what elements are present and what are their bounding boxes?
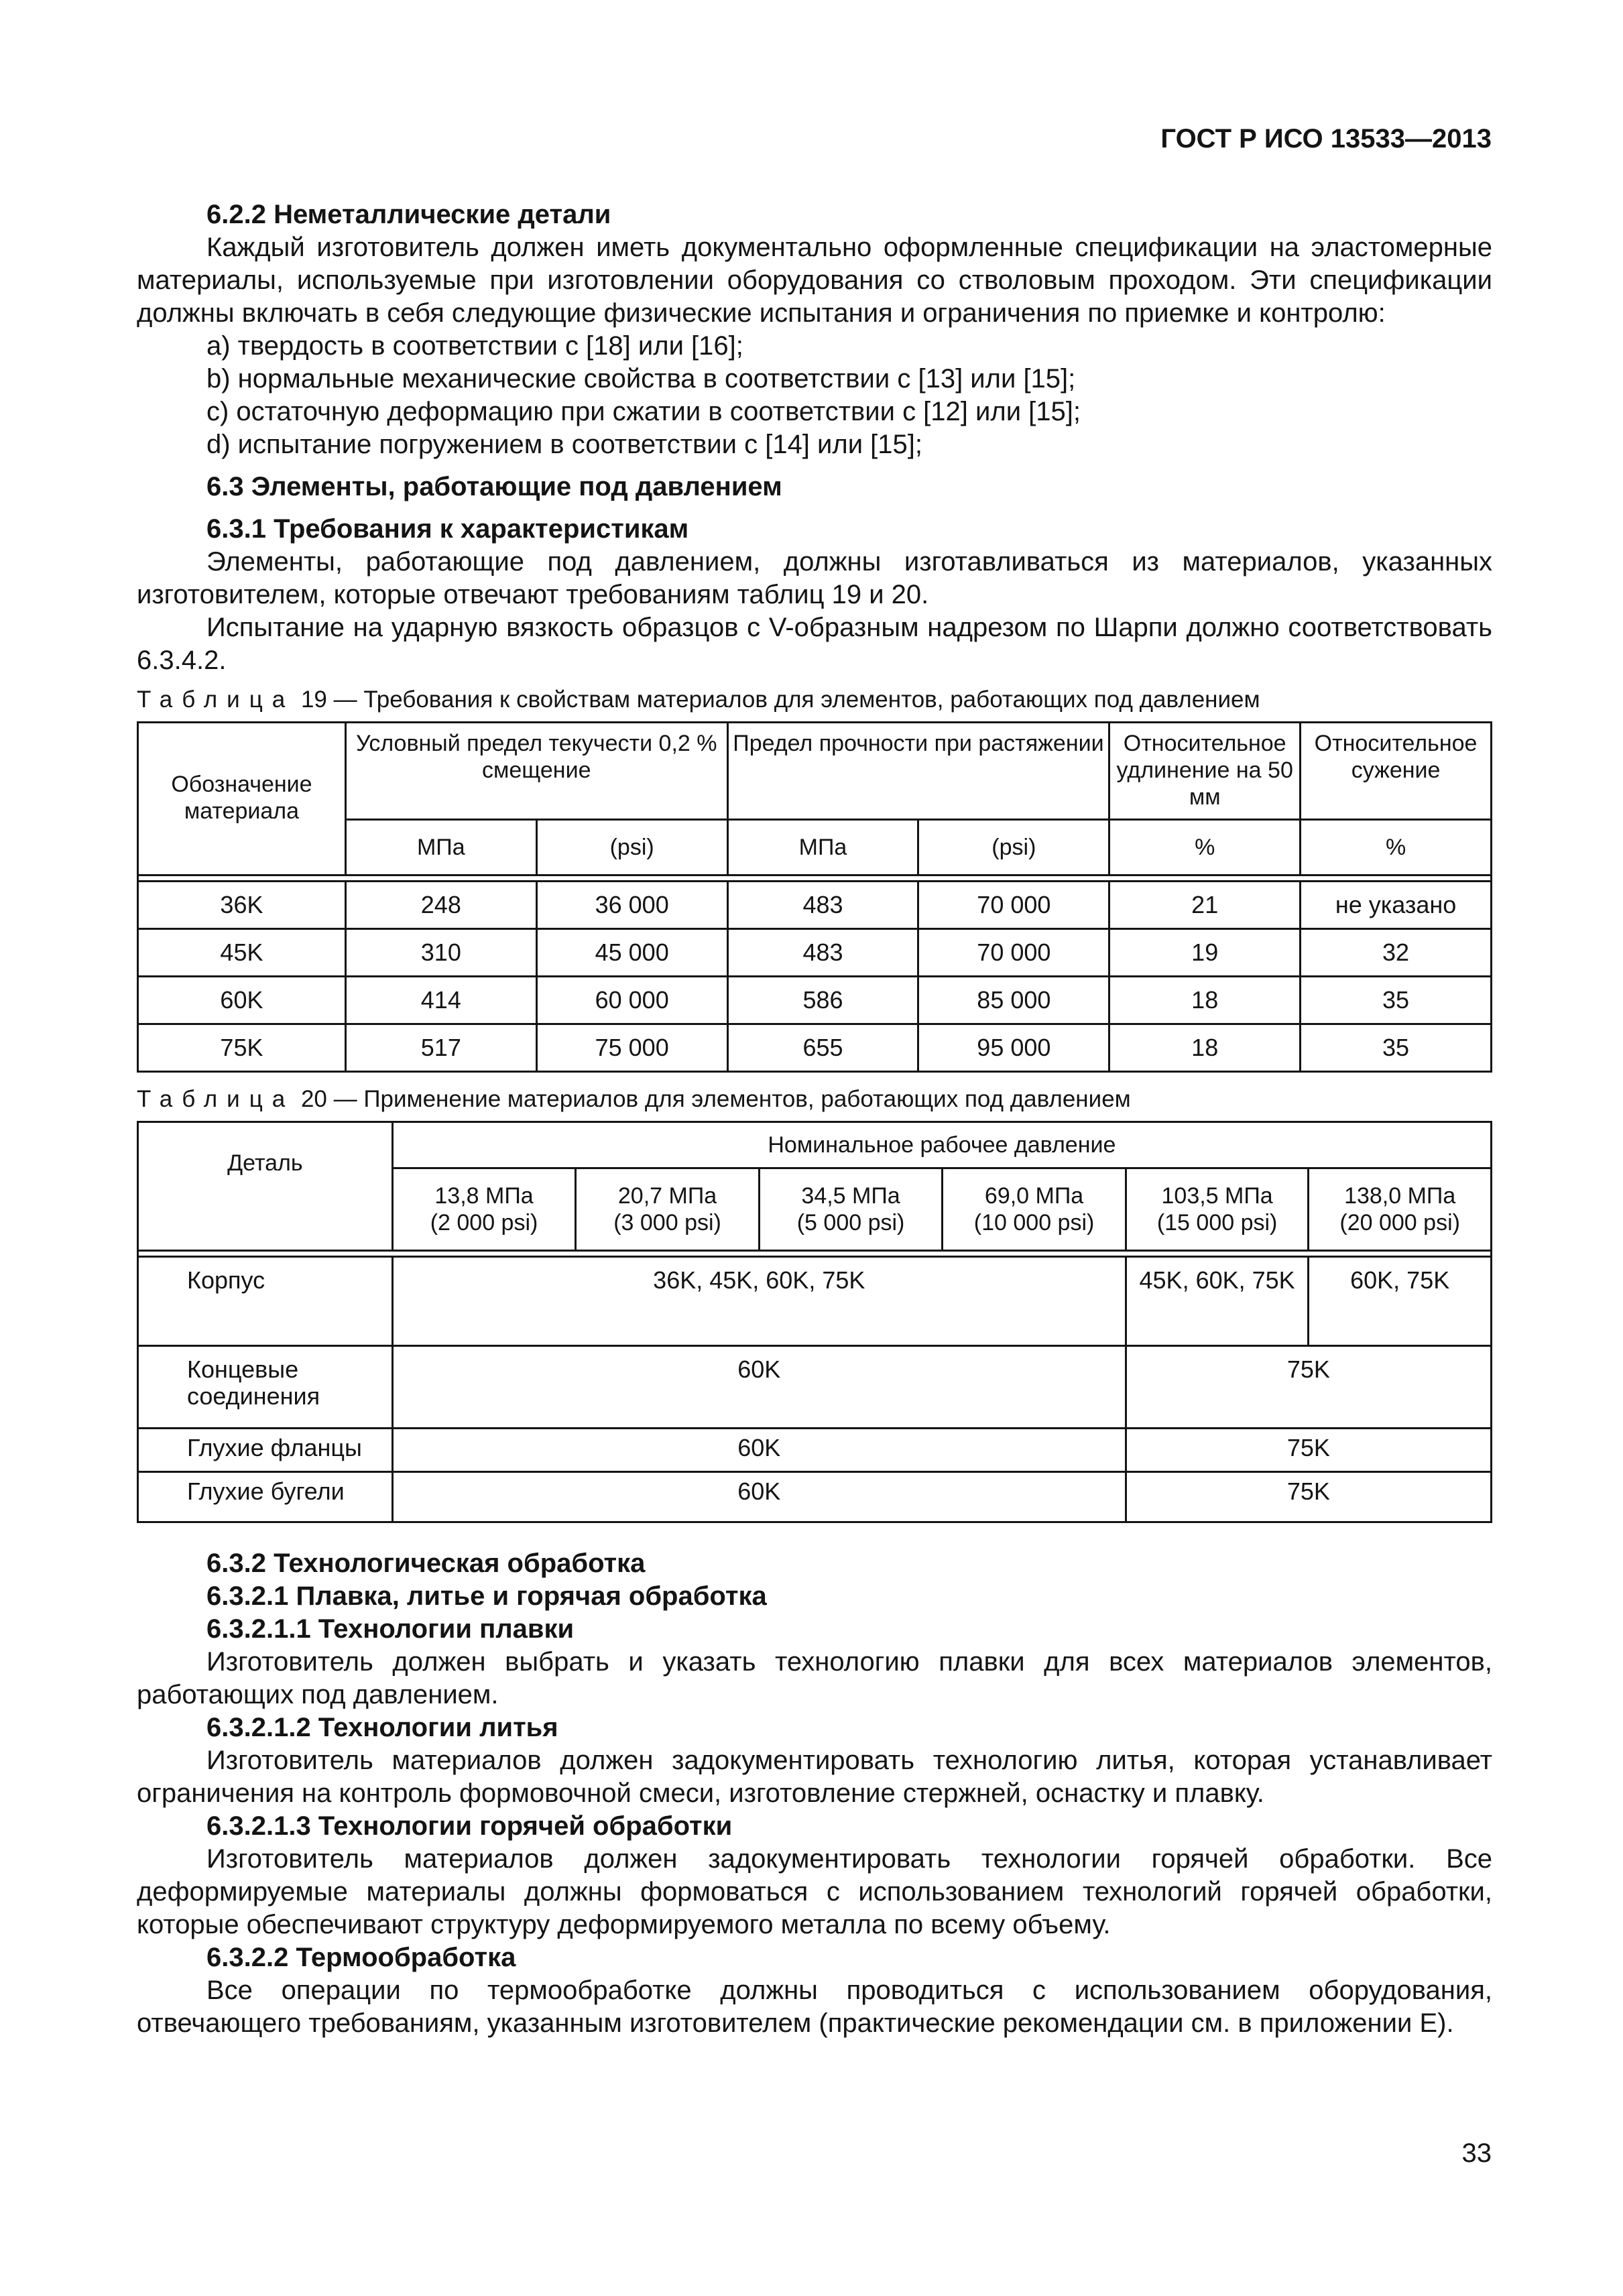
- pressure-mpa: 34,5 МПа: [801, 1183, 900, 1209]
- pressure-mpa: 13,8 МПа: [434, 1183, 534, 1209]
- table-cell: 32: [1301, 929, 1492, 977]
- table-cell: не указано: [1301, 882, 1492, 929]
- pressure-psi: (10 000 psi): [973, 1210, 1095, 1235]
- list-item: d) испытание погружением в соответствии с [14] или [15];: [206, 430, 923, 459]
- caption-text: 20 — Применение материалов для элементов, работающих под давлением: [300, 1086, 1131, 1112]
- header-reduction: Относительное сужение: [1301, 723, 1492, 820]
- table-cell: 414: [345, 977, 536, 1024]
- caption-label: Таблица: [137, 686, 295, 713]
- table-cell: 85 000: [918, 977, 1109, 1024]
- pressure-psi: (3 000 psi): [613, 1210, 721, 1235]
- table-cell: 35: [1301, 977, 1492, 1024]
- caption-text: 19 — Требования к свойствам материалов для элементов, работающих под давлением: [300, 686, 1260, 713]
- table-cell: 70 000: [918, 929, 1109, 977]
- material-cell: 75K: [1126, 1346, 1491, 1429]
- unit-cell: %: [1109, 820, 1301, 875]
- table-cell: 310: [345, 929, 536, 977]
- header-yield: Условный предел текучести 0,2 % смещение: [345, 723, 727, 820]
- table-cell: 655: [727, 1024, 918, 1072]
- part-cell: Концевые соединения: [138, 1346, 393, 1429]
- caption-label: Таблица: [137, 1086, 295, 1112]
- table-row: [138, 1472, 1492, 1522]
- section-title-6-3: 6.3 Элементы, работающие под давлением: [206, 472, 782, 501]
- paragraph: Элементы, работающие под давлением, должны изготавливаться из материалов, указанных изготовителем, которые отвечают требованиям таблиц 19 и 20.: [137, 547, 1492, 609]
- table-cell: 45K: [138, 929, 346, 977]
- pressure-cell: [943, 1168, 1126, 1251]
- section-title-6-3-2-1: 6.3.2.1 Плавка, литье и горячая обработка: [206, 1581, 767, 1611]
- pressure-cell: [1309, 1168, 1492, 1251]
- table-cell: 586: [727, 977, 918, 1024]
- table-cell: 45 000: [536, 929, 727, 977]
- material-cell: 60K: [392, 1472, 1126, 1522]
- paragraph: Все операции по термообработке должны проводиться с использованием оборудования, отвечающего требованиям, указанным изготовителем (практические рекомендации см. в приложении Е).: [137, 1976, 1492, 2038]
- paragraph: Изготовитель материалов должен задокументировать технологию литья, которая устанавливает ограничения на контроль формовочной смеси, изготовление стержней, оснастку и плавку.: [137, 1746, 1492, 1808]
- pressure-psi: (5 000 psi): [796, 1210, 905, 1235]
- section-title-6-3-1: 6.3.1 Требования к характеристикам: [206, 514, 689, 544]
- pressure-mpa: 103,5 МПа: [1161, 1183, 1273, 1209]
- list-item: b) нормальные механические свойства в соответствии с [13] или [15];: [206, 364, 1076, 394]
- table-cell: 36K: [138, 882, 346, 929]
- material-cell: 75K: [1126, 1472, 1491, 1522]
- table-cell: 19: [1109, 929, 1301, 977]
- part-cell: Глухие бугели: [138, 1472, 393, 1522]
- paragraph: Каждый изготовитель должен иметь документально оформленные спецификации на эластомерные материалы, используемые при изготовлении оборудования со стволовым проходом. Эти спецификации должны включать в себя следующие физические испытания и ограничения по приемке и контролю:: [137, 233, 1492, 328]
- table-19-caption: [137, 685, 1492, 715]
- section-title-6-3-2-1-3: 6.3.2.1.3 Технологии горячей обработки: [206, 1811, 733, 1841]
- table-cell: 70 000: [918, 882, 1109, 929]
- material-cell: 36K, 45K, 60K, 75K: [392, 1257, 1126, 1346]
- table-cell: 36 000: [536, 882, 727, 929]
- table-19: [137, 721, 1492, 1073]
- part-cell: Корпус: [138, 1257, 393, 1346]
- paragraph: Изготовитель материалов должен задокументировать технологии горячей обработки. Все деформируемые материалы должны формоваться с использованием технологий горячей обработки, которые обеспечивают структуру деформируемого металла по всему объему.: [137, 1844, 1492, 1939]
- material-cell: 60K, 75K: [1309, 1257, 1492, 1346]
- page-number: 33: [1461, 2138, 1492, 2168]
- table-cell: 18: [1109, 977, 1301, 1024]
- table-cell: 483: [727, 929, 918, 977]
- pressure-cell: [576, 1168, 760, 1251]
- list-item: с) остаточную деформацию при сжатии в соответствии с [12] или [15];: [206, 397, 1081, 426]
- unit-cell: МПа: [727, 820, 918, 875]
- table-row: [138, 977, 1492, 1024]
- unit-cell: (psi): [918, 820, 1109, 875]
- unit-cell: МПа: [345, 820, 536, 875]
- table-cell: 18: [1109, 1024, 1301, 1072]
- header-elongation: Относительное удлинение на 50 мм: [1109, 723, 1301, 820]
- table-cell: 21: [1109, 882, 1301, 929]
- pressure-mpa: 69,0 МПа: [984, 1183, 1084, 1209]
- table-row: [138, 882, 1492, 929]
- section-title-6-3-2-2: 6.3.2.2 Термообработка: [206, 1943, 516, 1972]
- table-cell: 517: [345, 1024, 536, 1072]
- table-20-caption: [137, 1085, 1492, 1114]
- pressure-cell: [1126, 1168, 1309, 1251]
- table-cell: 60K: [138, 977, 346, 1024]
- table-row: [138, 1429, 1492, 1472]
- section-title-6-2-2: 6.2.2 Неметаллические детали: [206, 200, 611, 229]
- table-20: [137, 1121, 1492, 1523]
- section-title-6-3-2: 6.3.2 Технологическая обработка: [206, 1549, 646, 1578]
- unit-cell: (psi): [536, 820, 727, 875]
- section-title-6-3-2-1-2: 6.3.2.1.2 Технологии литья: [206, 1713, 558, 1742]
- header-part: Деталь: [138, 1122, 393, 1251]
- section-title-6-3-2-1-1: 6.3.2.1.1 Технологии плавки: [206, 1614, 575, 1644]
- table-cell: 248: [345, 882, 536, 929]
- table-row: [138, 1257, 1492, 1346]
- table-row: [138, 929, 1492, 977]
- material-cell: 45K, 60K, 75K: [1126, 1257, 1309, 1346]
- material-cell: 60K: [392, 1429, 1126, 1472]
- page-content: [137, 198, 1492, 2040]
- pressure-psi: (20 000 psi): [1339, 1210, 1460, 1235]
- pressure-psi: (2 000 psi): [430, 1210, 538, 1235]
- table-row: [138, 1346, 1492, 1429]
- table-cell: 35: [1301, 1024, 1492, 1072]
- list-item: а) твердость в соответствии с [18] или [16];: [206, 331, 743, 361]
- pressure-mpa: 20,7 МПа: [617, 1183, 717, 1209]
- material-cell: 75K: [1126, 1429, 1491, 1472]
- table-row: [138, 1024, 1492, 1072]
- part-cell: Глухие фланцы: [138, 1429, 393, 1472]
- document-standard-id: ГОСТ Р ИСО 13533—2013: [1160, 124, 1492, 154]
- table-cell: 483: [727, 882, 918, 929]
- header-pressure: Номинальное рабочее давление: [392, 1122, 1491, 1168]
- paragraph: Испытание на ударную вязкость образцов с V-образным надрезом по Шарпи должно соответствовать 6.3.4.2.: [137, 613, 1492, 675]
- pressure-psi: (15 000 psi): [1156, 1210, 1278, 1235]
- table-cell: 75 000: [536, 1024, 727, 1072]
- pressure-cell: [392, 1168, 576, 1251]
- material-cell: 60K: [392, 1346, 1126, 1429]
- paragraph: Изготовитель должен выбрать и указать технологию плавки для всех материалов элементов, работающих под давлением.: [137, 1647, 1492, 1709]
- pressure-mpa: 138,0 МПа: [1344, 1183, 1456, 1209]
- table-cell: 95 000: [918, 1024, 1109, 1072]
- header-tensile: Предел прочности при растяжении: [727, 723, 1109, 820]
- table-cell: 60 000: [536, 977, 727, 1024]
- pressure-cell: [759, 1168, 943, 1251]
- unit-cell: %: [1301, 820, 1492, 875]
- header-designation: Обозначение материала: [138, 723, 346, 875]
- table-cell: 75K: [138, 1024, 346, 1072]
